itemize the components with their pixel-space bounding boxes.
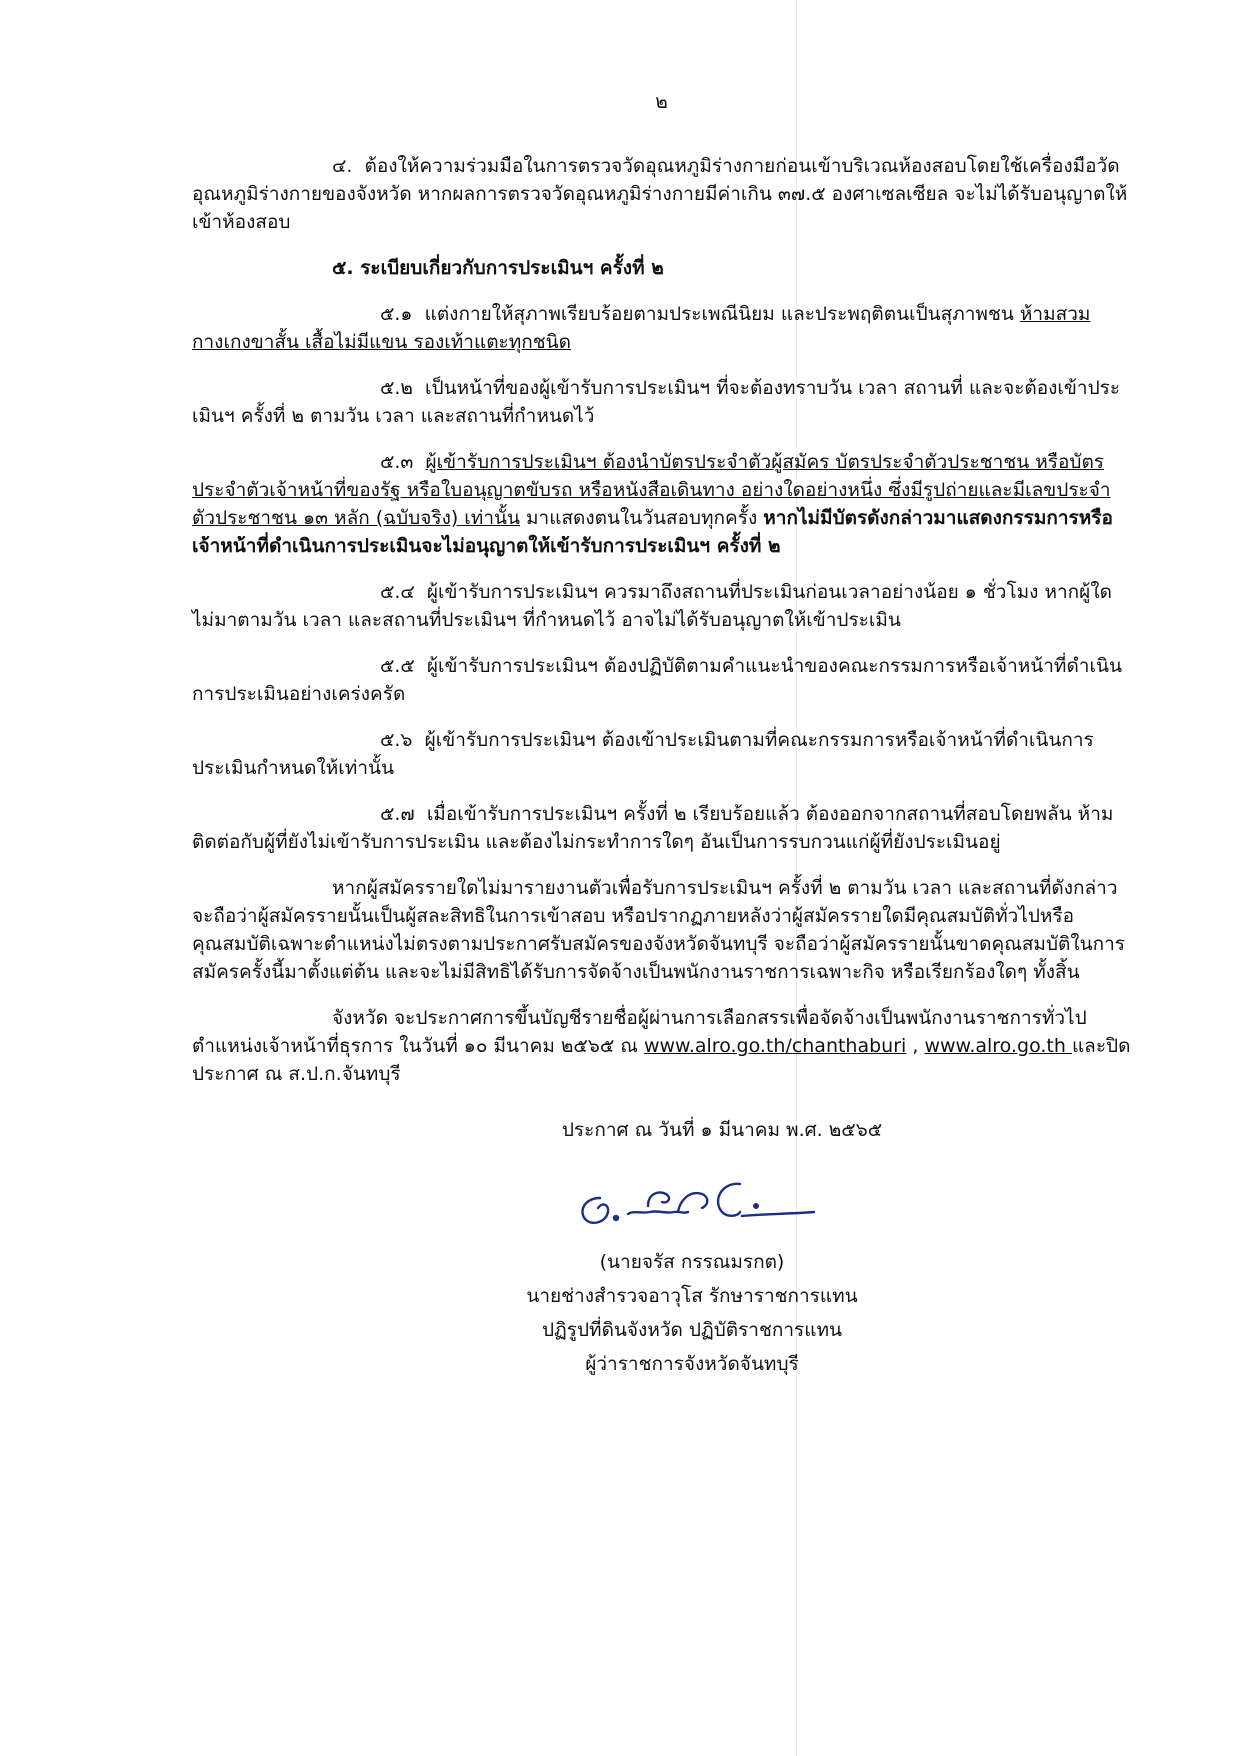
item-5-2 xyxy=(192,374,1132,430)
handwritten-signature xyxy=(562,1154,822,1238)
item-5-6-text: ผู้เข้ารับการประเมินฯ ต้องเข้าประเมินตามที่คณะกรรมการหรือเจ้าหน้าที่ดำเนินการประเมินกำหนดให้เท่านั้น xyxy=(192,729,1094,779)
item-4 xyxy=(192,152,1132,236)
item-5-heading: ๕. ระเบียบเกี่ยวกับการประเมินฯ ครั้งที่ ๒ xyxy=(332,257,664,279)
document-body xyxy=(192,88,1132,1384)
signer-position-3: ผู้ว่าราชการจังหวัดจันทบุรี xyxy=(585,1353,799,1375)
item-5-3 xyxy=(192,448,1132,560)
item-5-1-dress-rule: ห้ามสวมกางเกงขาสั้น เสื้อไม่มีแขน รองเท้าแตะทุกชนิด xyxy=(192,303,1091,353)
item-5-1-number: ๕.๑ xyxy=(380,303,413,325)
signer-name: (นายจรัส กรรณมรกต) xyxy=(599,1251,785,1273)
item-5-3-number: ๕.๓ xyxy=(380,451,414,473)
signer-position-1: นายช่างสำรวจอาวุโส รักษาราชการแทน xyxy=(526,1285,858,1307)
item-5-3-id-requirement: ผู้เข้ารับการประเมินฯ ต้องนำบัตรประจำตัวผู้สมัคร บัตรประจำตัวประชาชน หรือบัตรประจำตัวเจ้าหน้าที่ของรัฐ หรือใบอนุญาตขับรถ หรือหนังสือเดินทาง อย่างใดอย่างหนึ่ง ซึ่งมีรูปถ่ายและมีเลขประจำตัวประชาชน ๑๓ หลัก (ฉบับจริง) เท่านั้น xyxy=(192,451,1111,529)
item-5-5 xyxy=(192,652,1132,708)
announcement-date: ประกาศ ณ วันที่ ๑ มีนาคม พ.ศ. ๒๕๖๕ xyxy=(561,1119,883,1141)
item-4-text: ต้องให้ความร่วมมือในการตรวจวัดอุณหภูมิร่างกายก่อนเข้าบริเวณห้องสอบโดยใช้เครื่องมือวัดอุณหภูมิร่างกายของจังหวัด หากผลการตรวจวัดอุณหภูมิร่างกายมีค่าเกิน ๓๗.๕ องศาเซลเซียล จะไม่ได้รับอนุญาตให้เข้าห้องสอบ xyxy=(192,155,1128,233)
item-5-4 xyxy=(192,578,1132,634)
item-5-3-warning: หากไม่มีบัตรดังกล่าวมาแสดงกรรมการหรือเจ้าหน้าที่ดำเนินการประเมินจะไม่อนุญาตให้เข้ารับการประเมินฯ ครั้งที่ ๒ xyxy=(192,507,1113,557)
item-5-7-text: เมื่อเข้ารับการประเมินฯ ครั้งที่ ๒ เรียบร้อยแล้ว ต้องออกจากสถานที่สอบโดยพลัน ห้ามติดต่อกับผู้ที่ยังไม่เข้ารับการประเมิน และต้องไม่กระทำการใดๆ อันเป็นการรบกวนแก่ผู้ที่ยังประเมินอยู่ xyxy=(192,803,1114,853)
item-5-2-number: ๕.๒ xyxy=(380,377,413,399)
item-5-4-text: ผู้เข้ารับการประเมินฯ ควรมาถึงสถานที่ประเมินก่อนเวลาอย่างน้อย ๑ ชั่วโมง หากผู้ใดไม่มาตามวัน เวลา และสถานที่ประเมินฯ ที่กำหนดไว้ อาจไม่ได้รับอนุญาตให้เข้าประเมิน xyxy=(192,581,1112,631)
paragraph-announcement xyxy=(192,1004,1132,1088)
item-5-7-number: ๕.๗ xyxy=(380,803,415,825)
item-5-6 xyxy=(192,726,1132,782)
announcement-text: จังหวัด จะประกาศการขึ้นบัญชีรายชื่อผู้ผ่านการเลือกสรรเพื่อจัดจ้างเป็นพนักงานราชการทั่วไปตำแหน่งเจ้าหน้าที่ธุรการ ในวันที่ ๑๐ มีนาคม ๒๕๖๕ ณ xyxy=(192,1007,1087,1057)
item-5-6-number: ๕.๖ xyxy=(380,729,413,751)
signature-block xyxy=(452,1154,932,1378)
announcement-tail: และปิดประกาศ ณ ส.ป.ก.จันทบุรี xyxy=(192,1035,1131,1085)
item-5-1-text: แต่งกายให้สุภาพเรียบร้อยตามประเพณีนิยม และประพฤติตนเป็นสุภาพชน xyxy=(424,303,1014,325)
link-alro[interactable]: www.alro.go.th xyxy=(924,1035,1072,1057)
item-5-2-text: เป็นหน้าที่ของผู้เข้ารับการประเมินฯ ที่จะต้องทราบวัน เวลา สถานที่ และจะต้องเข้าประเมินฯ ครั้งที่ ๒ ตามวัน เวลา และสถานที่กำหนดไว้ xyxy=(192,377,1121,427)
paragraph-absent-applicants: หากผู้สมัครรายใดไม่มารายงานตัวเพื่อรับการประเมินฯ ครั้งที่ ๒ ตามวัน เวลา และสถานที่ดังกล่าว จะถือว่าผู้สมัครรายนั้นเป็นผู้สละสิทธิในการเข้าสอบ หรือปรากฏภายหลังว่าผู้สมัครรายใดมีคุณสมบัติทั่วไปหรือคุณสมบัติเฉพาะตำแหน่งไม่ตรงตามประกาศรับสมัครของจังหวัดจันทบุรี จะถือว่าผู้สมัครรายนั้นขาดคุณสมบัติในการสมัครครั้งนี้มาตั้งแต่ต้น และจะไม่มีสิทธิได้รับการจัดจ้างเป็นพนักงานราชการเฉพาะกิจ หรือเรียกร้องใดๆ ทั้งสิ้น xyxy=(192,877,1125,983)
item-5-1 xyxy=(192,300,1132,356)
link-separator: , xyxy=(906,1035,925,1057)
item-4-number: ๔. xyxy=(332,155,353,177)
item-5-5-number: ๕.๕ xyxy=(380,655,415,677)
link-alro-chanthaburi[interactable]: www.alro.go.th/chanthaburi xyxy=(643,1035,907,1057)
signer-position-2: ปฏิรูปที่ดินจังหวัด ปฏิบัติราชการแทน xyxy=(541,1319,843,1341)
item-5-4-number: ๕.๔ xyxy=(380,581,415,603)
page-number: ๒ xyxy=(655,91,669,113)
item-5-5-text: ผู้เข้ารับการประเมินฯ ต้องปฏิบัติตามคำแนะนำของคณะกรรมการหรือเจ้าหน้าที่ดำเนินการประเมินอย่างเคร่งครัด xyxy=(192,655,1122,705)
item-5-3-text: มาแสดงตนในวันสอบทุกครั้ง xyxy=(519,507,764,529)
item-5-7 xyxy=(192,800,1132,856)
